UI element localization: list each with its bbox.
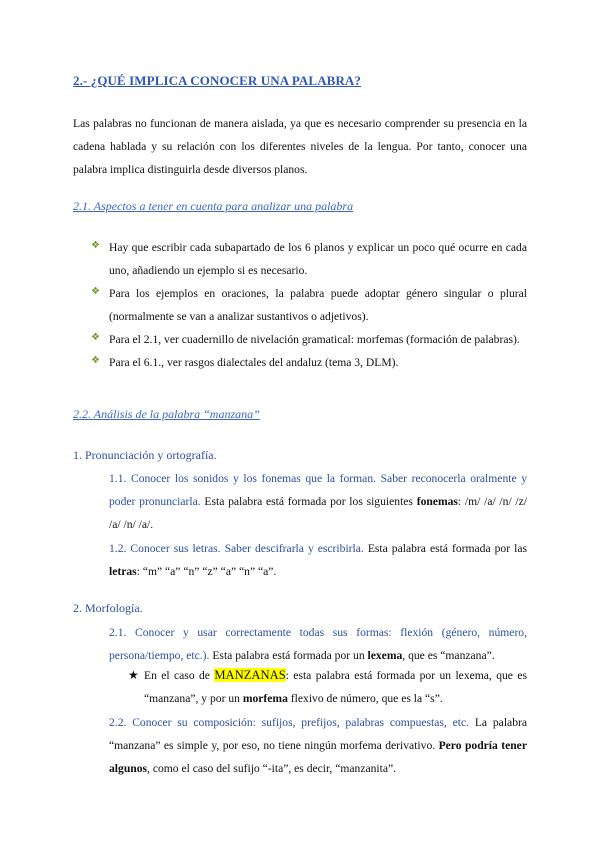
section-heading-pronunciation: 1. Pronunciación y ortografía. xyxy=(73,448,217,462)
diamond-bullet-icon: ❖ xyxy=(91,240,100,251)
letters-text: Esta palabra está formada por las xyxy=(363,542,527,555)
paragraph-composition xyxy=(109,711,527,780)
letters-list: : “m” “a” “n” “z” “a” “n” “a”. xyxy=(136,565,277,578)
diamond-bullet-icon: ❖ xyxy=(91,286,100,297)
bullet-text: Hay que escribir cada subapartado de los 6 planos y explicar un poco qué ocurre en cada uno, añadiendo un ejemplo si es necesario. xyxy=(109,241,527,277)
star-bullet-icon: ★ xyxy=(128,668,139,682)
phonemes-term: fonemas xyxy=(416,495,458,508)
phonemes-prompt: 1.1. Conocer los sonidos y los fonemas que la forman. Saber reconocerla oralmente y poder pronunciarla. xyxy=(109,472,527,508)
list-item xyxy=(91,351,527,374)
bullet-text: Para el 6.1., ver rasgos dialectales del andaluz (tema 3, DLM). xyxy=(109,356,399,369)
list-item xyxy=(91,236,527,282)
highlighted-word: MANZANAS xyxy=(214,668,286,682)
intro-paragraph: Las palabras no funcionan de manera aislada, ya que es necesario comprender su presencia en la cadena hablada y su relación con los diferentes niveles de la lengua. Por tanto, conocer una palabra implica distinguirla desde diversos planos. xyxy=(73,117,527,176)
letters-prompt: 1.2. Conocer sus letras. Saber descifrarla y escribirla. xyxy=(109,542,364,555)
phonemes-list: : /m/ /a/ /n/ /z/ /a/ /n/ /a/. xyxy=(109,495,528,531)
letters-term: letras xyxy=(109,565,137,578)
star-text-end: flexivo de número, que es la “s”. xyxy=(287,692,443,705)
phonemes-text: Esta palabra está formada por los siguientes xyxy=(200,495,417,508)
bullet-list xyxy=(91,236,527,374)
list-item xyxy=(91,328,527,351)
paragraph-letters xyxy=(109,537,527,583)
subheading-aspects: 2.1. Aspectos a tener en cuenta para analizar una palabra xyxy=(73,199,354,213)
composition-text-end: , como el caso del sufijo “-ita”, es decir, “manzanita”. xyxy=(147,762,397,775)
bullet-text: Para los ejemplos en oraciones, la palabra puede adoptar género singular o plural (normalmente se van a analizar sustantivos o adjetivos). xyxy=(109,287,527,323)
bullet-text: Para el 2.1, ver cuadernillo de nivelación gramatical: morfemas (formación de palabras). xyxy=(109,333,520,346)
star-text-mid: : esta palabra está formada por un lexema, que es “manzana”, y por un xyxy=(144,669,527,705)
page-title: 2.- ¿QUÉ IMPLICA CONOCER UNA PALABRA? xyxy=(73,73,362,88)
diamond-bullet-icon: ❖ xyxy=(91,355,100,366)
star-text: En el caso de xyxy=(144,669,215,682)
flexion-text: Esta palabra está formada por un xyxy=(209,649,368,662)
flexion-text-end: , que es “manzana”. xyxy=(402,649,495,662)
star-item-manzanas xyxy=(128,664,527,710)
composition-text: La palabra “manzana” es simple y, por eso, no tiene ningún morfema derivativo. xyxy=(109,716,527,752)
lexema-term: lexema xyxy=(367,649,403,662)
list-item xyxy=(91,282,527,328)
composition-prompt: 2.2. Conocer su composición: sufijos, prefijos, palabras compuestas, etc. xyxy=(109,716,470,729)
paragraph-flexion xyxy=(109,621,527,667)
section-heading-morphology: 2. Morfología. xyxy=(73,601,143,615)
subheading-analysis: 2.2. Análisis de la palabra “manzana” xyxy=(73,407,260,421)
flexion-prompt: 2.1. Conocer y usar correctamente todas sus formas: flexión (género, número, persona/tiempo, etc.). xyxy=(109,626,527,662)
diamond-bullet-icon: ❖ xyxy=(91,332,100,343)
morfema-term: morfema xyxy=(242,692,288,705)
paragraph-phonemes xyxy=(109,467,527,536)
composition-bold: Pero podría tener algunos xyxy=(109,739,527,775)
